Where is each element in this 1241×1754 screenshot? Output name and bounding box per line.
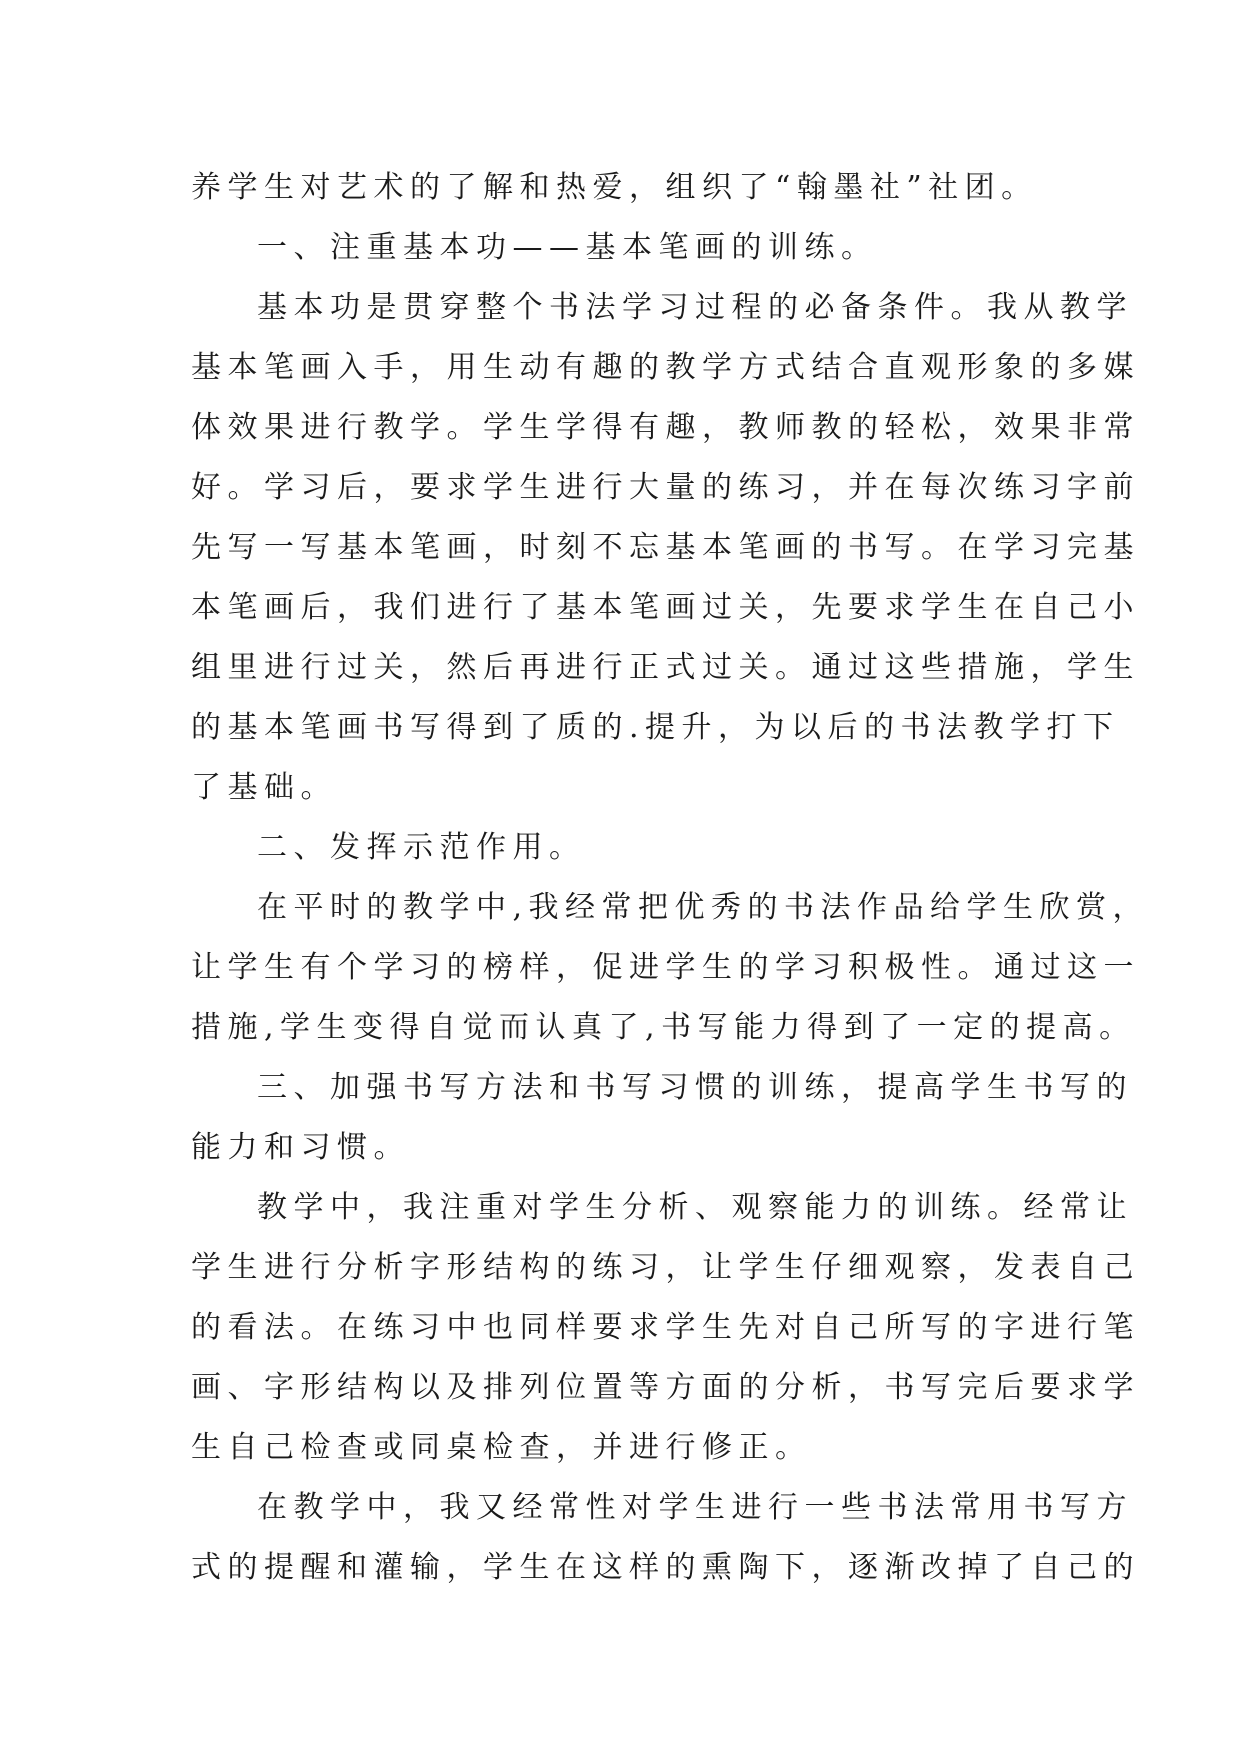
text-line: 在教学中，我又经常性对学生进行一些书法常用书写方	[257, 1490, 1133, 1525]
section-heading: 三、加强书写方法和书写习惯的训练，提高学生书写的	[257, 1070, 1133, 1105]
text-line: 体效果进行教学。学生学得有趣，教师教的轻松，效果非常	[191, 410, 1140, 445]
text-line: 生自己检查或同桌检查，并进行修正。	[191, 1430, 812, 1465]
text-line: 了基础。	[191, 770, 337, 805]
text-line: 基本笔画入手，用生动有趣的教学方式结合直观形象的多媒	[191, 350, 1140, 385]
text-line: 基本功是贯穿整个书法学习过程的必备条件。我从教学	[257, 290, 1133, 325]
body-text	[191, 158, 1150, 1598]
text-line: 本笔画后，我们进行了基本笔画过关，先要求学生在自己小	[191, 590, 1140, 625]
text-line: 养学生对艺术的了解和热爱，组织了“翰墨社”社团。	[191, 170, 1038, 205]
text-line: 好。学习后，要求学生进行大量的练习，并在每次练习字前	[191, 470, 1140, 505]
text-line: 的看法。在练习中也同样要求学生先对自己所写的字进行笔	[191, 1310, 1140, 1345]
text-line: 在平时的教学中,我经常把优秀的书法作品给学生欣赏，	[257, 890, 1150, 925]
text-line: 式的提醒和灌输，学生在这样的熏陶下，逐渐改掉了自己的	[191, 1550, 1140, 1585]
section-heading: 二、发挥示范作用。	[257, 830, 586, 865]
text-line: 让学生有个学习的榜样，促进学生的学习积极性。通过这一	[191, 950, 1140, 985]
text-line: 组里进行过关，然后再进行正式过关。通过这些措施，学生	[191, 650, 1140, 685]
text-line: 的基本笔画书写得到了质的.提升，为以后的书法教学打下	[191, 710, 1120, 745]
text-line: 画、字形结构以及排列位置等方面的分析，书写完后要求学	[191, 1370, 1140, 1405]
text-line: 学生进行分析字形结构的练习，让学生仔细观察，发表自己	[191, 1250, 1140, 1285]
text-line: 措施,学生变得自觉而认真了,书写能力得到了一定的提高。	[191, 1010, 1136, 1045]
section-heading: 一、注重基本功——基本笔画的训练。	[257, 230, 878, 265]
text-line: 能力和习惯。	[191, 1130, 410, 1165]
text-line: 教学中，我注重对学生分析、观察能力的训练。经常让	[257, 1190, 1133, 1225]
text-line: 先写一写基本笔画，时刻不忘基本笔画的书写。在学习完基	[191, 530, 1140, 565]
